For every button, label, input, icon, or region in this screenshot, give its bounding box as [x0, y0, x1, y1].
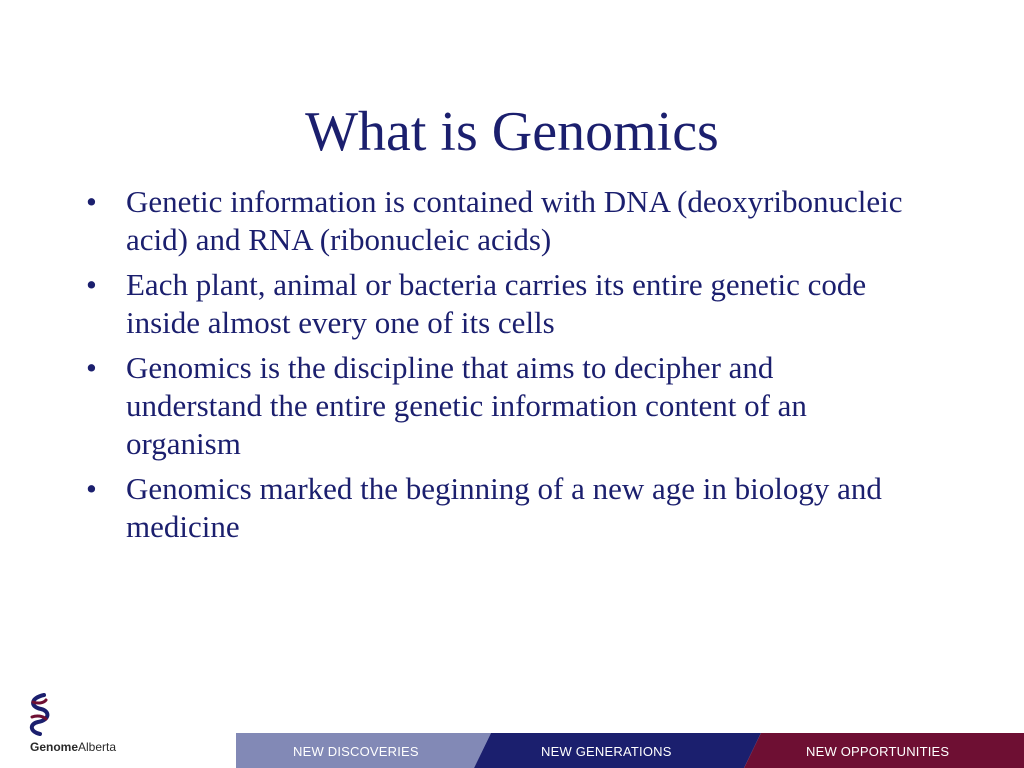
- bullet-marker: •: [86, 350, 97, 385]
- bullet-text: Each plant, animal or bacteria carries its entire genetic code inside almost every one of its cells: [126, 267, 867, 340]
- footer-label-opportunities: NEW OPPORTUNITIES: [806, 744, 950, 759]
- bullet-text: Genomics marked the beginning of a new age in biology and medicine: [126, 471, 882, 544]
- footer-label-generations: NEW GENERATIONS: [541, 744, 672, 759]
- bullet-item: [86, 183, 916, 259]
- bullet-list: [86, 183, 916, 553]
- bullet-item: [86, 266, 916, 342]
- genome-alberta-logo: [24, 692, 134, 762]
- slide-title: What is Genomics: [305, 101, 719, 163]
- bullet-marker: •: [86, 184, 97, 219]
- bullet-item: [86, 349, 916, 463]
- logo-name-light: Alberta: [78, 740, 117, 754]
- footer-label-discoveries: NEW DISCOVERIES: [293, 744, 419, 759]
- bullet-text: Genetic information is contained with DNA (deoxyribonucleic acid) and RNA (ribonucleic acids): [126, 184, 903, 257]
- footer-bar: [236, 733, 1024, 768]
- genome-alberta-double-helix-icon: [24, 692, 54, 736]
- bullet-marker: •: [86, 471, 97, 506]
- bullet-marker: •: [86, 267, 97, 302]
- bullet-text: Genomics is the discipline that aims to decipher and understand the entire genetic information content of an organism: [126, 350, 807, 461]
- logo-name-bold: Genome: [30, 740, 79, 754]
- logo-wordmark: [30, 740, 116, 754]
- bullet-item: [86, 470, 916, 546]
